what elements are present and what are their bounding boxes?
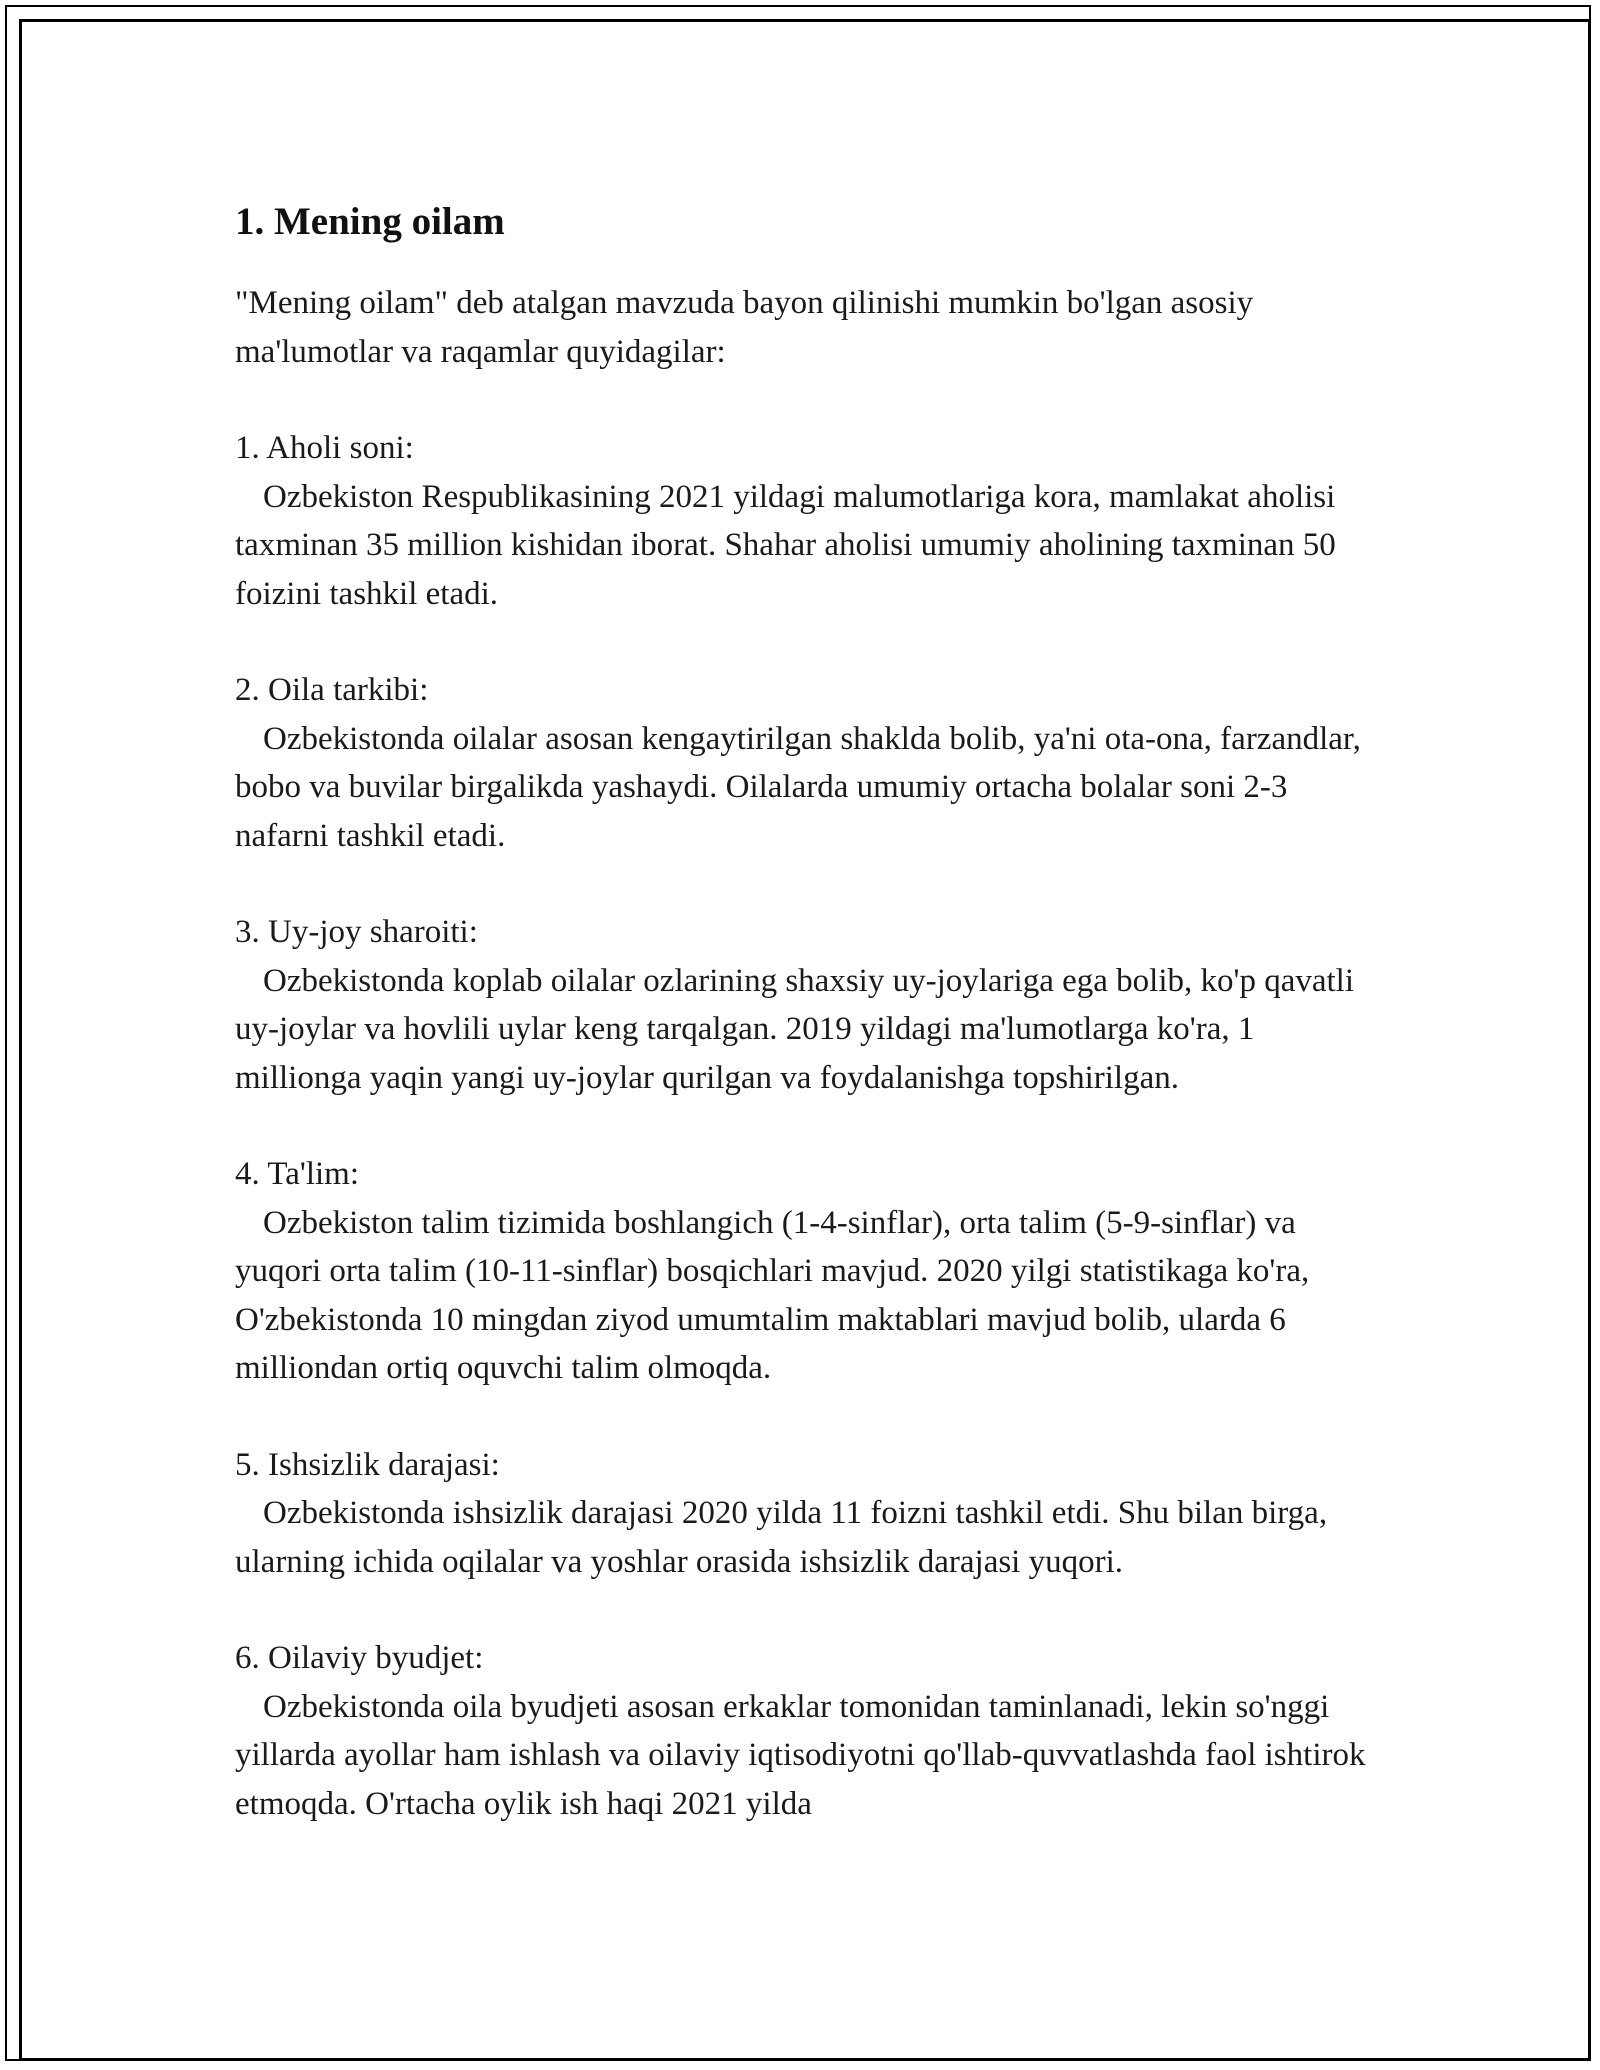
section-body: Ozbekistonda oilalar asosan kengaytirilgan shaklda bolib, ya'ni ota-ona, farzandlar, bobo va buvilar birgalikda yashaydi. Oilalarda umumiy ortacha bolalar soni 2-3 nafarni tashkil etadi. bbox=[235, 720, 1361, 854]
section-housing bbox=[235, 908, 1385, 1102]
section-body: Ozbekiston talim tizimida boshlangich (1-4-sinflar), orta talim (5-9-sinflar) va yuqori orta talim (10-11-sinflar) bosqichlari mavjud. 2020 yilgi statistikaga ko'ra, O'zbekistonda 10 mingdan ziyod umumtalim maktablari mavjud bolib, ularda 6 milliondan ortiq oquvchi talim olmoqda. bbox=[235, 1204, 1310, 1386]
section-family-structure bbox=[235, 666, 1385, 860]
section-unemployment bbox=[235, 1441, 1385, 1587]
section-body: Ozbekistonda ishsizlik darajasi 2020 yilda 11 foizni tashkil etdi. Shu bilan birga, ularning ichida oqilalar va yoshlar orasida ishsizlik darajasi yuqori. bbox=[235, 1495, 1328, 1580]
section-family-budget bbox=[235, 1634, 1385, 1828]
document-title: 1. Mening oilam bbox=[235, 200, 505, 243]
section-body: Ozbekiston Respublikasining 2021 yildagi malumotlariga kora, mamlakat aholisi taxminan 35 million kishidan iborat. Shahar aholisi umumiy aholining taxminan 50 foizini tashkil etadi. bbox=[235, 478, 1336, 612]
section-body: Ozbekistonda koplab oilalar ozlarining shaxsiy uy-joylariga ega bolib, ko'p qavatli uy-joylar va hovlili uylar keng tarqalgan. 2019 yildagi ma'lumotlarga ko'ra, 1 millionga yaqin yangi uy-joylar qurilgan va foydalanishga topshirilgan. bbox=[235, 962, 1354, 1096]
section-education bbox=[235, 1150, 1385, 1393]
section-heading: 5. Ishsizlik darajasi: bbox=[235, 1446, 500, 1483]
intro-paragraph: "Mening oilam" deb atalgan mavzuda bayon qilinishi mumkin bo'lgan asosiy ma'lumotlar va raqamlar quyidagilar: bbox=[235, 285, 1254, 370]
section-heading: 4. Ta'lim: bbox=[235, 1156, 360, 1192]
section-heading: 6. Oilaviy byudjet: bbox=[235, 1640, 484, 1676]
section-population bbox=[235, 424, 1385, 618]
document-body bbox=[235, 182, 1385, 1876]
section-heading: 3. Uy-joy sharoiti: bbox=[235, 914, 478, 950]
section-body: Ozbekistonda oila byudjeti asosan erkaklar tomonidan taminlanadi, lekin so'nggi yillarda ayollar ham ishlash va oilaviy iqtisodiyotni qo'llab-quvvatlashda faol ishtirok etmoqda. O'rtacha oylik ish haqi 2021 yilda bbox=[235, 1688, 1366, 1822]
section-heading: 2. Oila tarkibi: bbox=[235, 672, 429, 708]
section-heading: 1. Aholi soni: bbox=[235, 430, 414, 466]
